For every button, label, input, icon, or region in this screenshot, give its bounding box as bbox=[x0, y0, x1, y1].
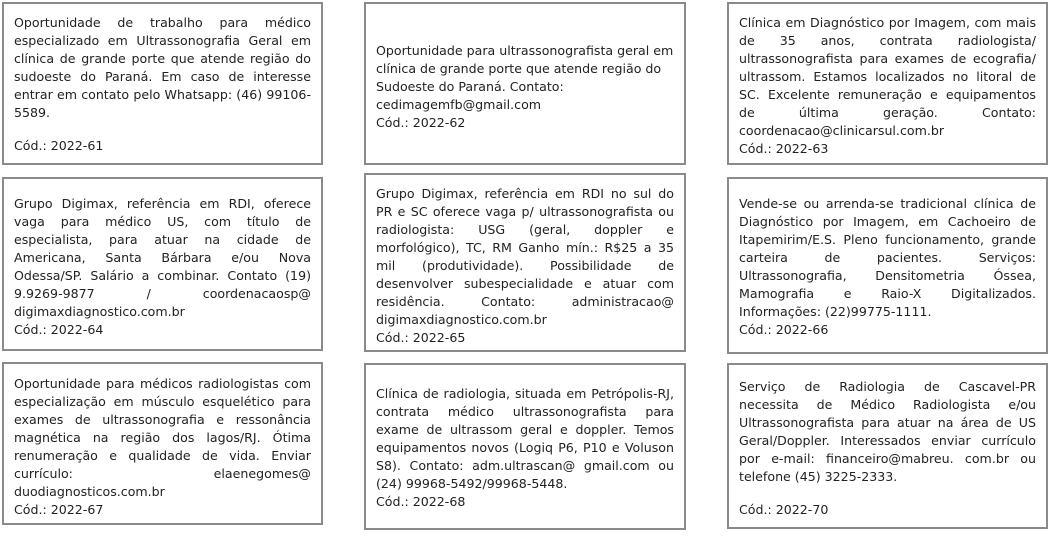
ad-code: Cód.: 2022-63 bbox=[739, 141, 829, 156]
ad-code: Cód.: 2022-61 bbox=[14, 138, 104, 153]
ad-code: Cód.: 2022-62 bbox=[376, 115, 466, 130]
ad-text: Clínica de radiologia, situada em Petrópolis-RJ, contrata médico ultrassonografista para exame de ultrassom geral e doppler. Temos equipamentos novos (Logiq P6, P10 e Voluson S8). Contato: adm.ultrascan@ gmail.com ou (24) 99968-5492/99968-5448. bbox=[376, 386, 674, 491]
ad-code: Cód.: 2022-64 bbox=[14, 322, 104, 337]
ad-text: Grupo Digimax, referência em RDI no sul do PR e SC oferece vaga p/ ultrassonografista ou radiologista: USG (geral, doppler e morfológico), TC, RM Ganho mín.: R$25 a 35 mil (produtividade). Possibilidade de desenvolver subespecialidade e atuar com residência. Contato: administracao@ digimaxdiagnostico.com.br bbox=[376, 186, 674, 327]
ad-text: Oportunidade para ultrassonografista geral em clínica de grande porte que atende região do Sudoeste do Paraná. Contato: cedimagemfb@gmail.com bbox=[376, 43, 674, 112]
classified-ad-2022-70 bbox=[727, 363, 1048, 529]
ad-text: Clínica em Diagnóstico por Imagem, com mais de 35 anos, contrata radiologista/ ultrassonografista para exames de ecografia/ ultrassom. Estamos localizados no litoral de SC. Excelente remuneração e equipamentos de última geração. Contato: coordenacao@clinicarsul.com.br bbox=[739, 15, 1036, 138]
ad-text: Oportunidade de trabalho para médico especializado em Ultrassonografia Geral em clínica de grande porte que atende região do sudoeste do Paraná. Em caso de interesse entrar em contato pelo Whatsapp: (46) 99106-5589. bbox=[14, 15, 311, 120]
classified-ad-2022-61 bbox=[2, 2, 323, 165]
ad-code: Cód.: 2022-68 bbox=[376, 494, 466, 509]
ad-code: Cód.: 2022-67 bbox=[14, 502, 104, 517]
ad-code: Cód.: 2022-66 bbox=[739, 322, 829, 337]
classified-ad-2022-64 bbox=[2, 177, 323, 351]
classified-ad-2022-66 bbox=[727, 177, 1048, 354]
ad-code: Cód.: 2022-65 bbox=[376, 330, 466, 345]
ad-text: Oportunidade para médicos radiologistas com especialização em músculo esquelético para exames de ultrassonografia e ressonância magnética na região dos lagos/RJ. Ótima renumeração e qualidade de vida. Enviar currículo: elaenegomes@ duodiagnosticos.com.br bbox=[14, 376, 311, 499]
ad-text: Vende-se ou arrenda-se tradicional clínica de Diagnóstico por Imagem, em Cachoeiro de Itapemirim/E.S. Pleno funcionamento, grande carteira de pacientes. Serviços: Ultrassonografia, Densitometria Óssea, Mamografia e Raio-X Digitalizados. Informações: (22)99775-1111. bbox=[739, 196, 1036, 319]
classified-ad-2022-63 bbox=[727, 2, 1048, 165]
ad-text: Grupo Digimax, referência em RDI, oferece vaga para médico US, com título de especialista, para atuar na cidade de Americana, Santa Bárbara e/ou Nova Odessa/SP. Salário a combinar. Contato (19) 9.9269-9877 / coordenacaosp@ digimaxdiagnostico.com.br bbox=[14, 196, 311, 319]
classified-ad-2022-65 bbox=[364, 173, 686, 352]
classified-ad-2022-68 bbox=[364, 363, 686, 530]
ad-code: Cód.: 2022-70 bbox=[739, 502, 829, 517]
ad-text: Serviço de Radiologia de Cascavel-PR necessita de Médico Radiologista e/ou Ultrassonografista para atuar na área de US Geral/Doppler. Interessados enviar currículo por e-mail: financeiro@mabreu. com.br ou telefone (45) 3225-2333. bbox=[739, 379, 1036, 484]
classified-ad-2022-67 bbox=[2, 362, 323, 525]
classified-ad-2022-62 bbox=[364, 2, 686, 165]
